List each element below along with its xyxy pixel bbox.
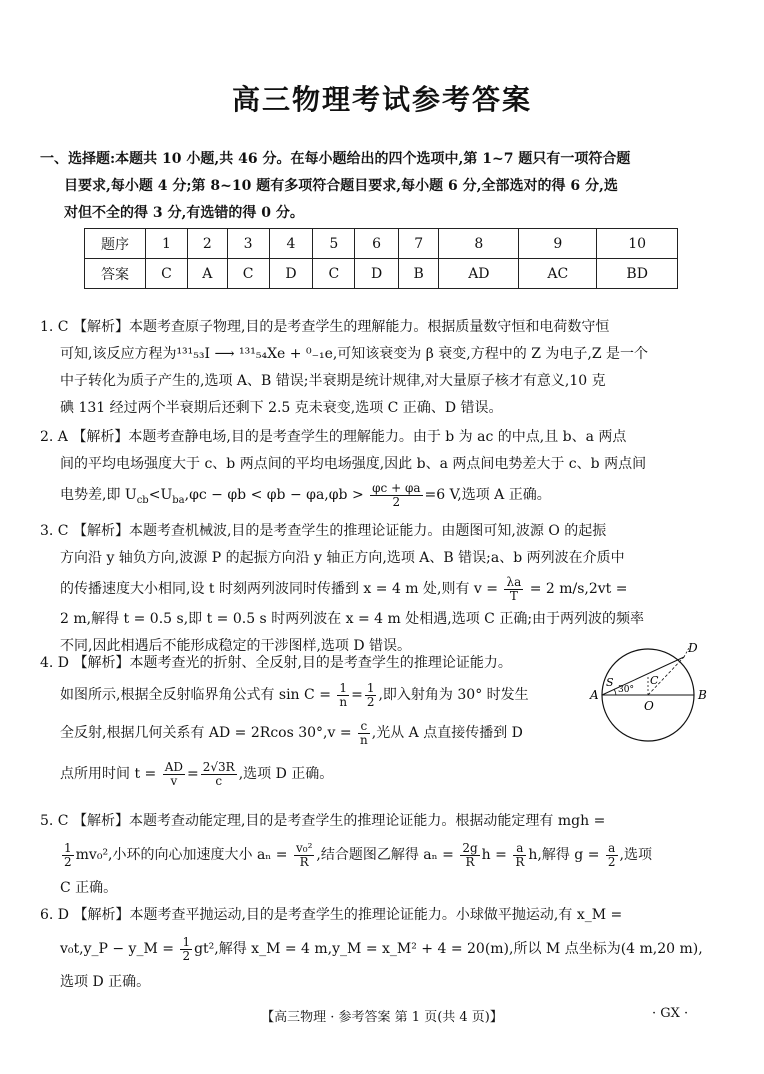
frac-num: a bbox=[513, 842, 526, 856]
label-c: C bbox=[650, 674, 659, 687]
q5-line1: 5. C 【解析】本题考查动能定理,目的是考查学生的推理论证能力。根据动能定理有 mgh = bbox=[40, 813, 606, 829]
q4-fraction bbox=[163, 761, 185, 788]
q1-line3: 中子转化为质子产生的,选项 A、B 错误;半衰期是统计规律,对大量原子核才有意义,10 克 bbox=[60, 373, 606, 389]
frac-num: c bbox=[358, 720, 370, 734]
q4-line4 bbox=[40, 753, 600, 795]
page-footer: 【高三物理 · 参考答案 第 1 页(共 4 页)】 bbox=[261, 1010, 503, 1025]
frac-den: n bbox=[360, 732, 368, 747]
label-angle: 30° bbox=[618, 685, 634, 695]
q2-text: =6 V,选项 A 正确。 bbox=[424, 487, 551, 503]
frac-den: R bbox=[465, 854, 475, 869]
table-cell: 3 bbox=[227, 229, 269, 259]
frac-den: 2 bbox=[607, 854, 616, 869]
answer-table bbox=[84, 228, 678, 289]
table-cell: 5 bbox=[313, 229, 355, 259]
table-cell: C bbox=[313, 259, 355, 289]
label-a: A bbox=[590, 688, 599, 702]
frac-den: 2 bbox=[392, 494, 401, 509]
q4-text: = bbox=[351, 687, 363, 703]
table-cell: D bbox=[355, 259, 399, 289]
q5-line3: C 正确。 bbox=[60, 880, 118, 896]
q4-text: = bbox=[187, 766, 199, 782]
q5-text: ,结合题图乙解得 aₙ = bbox=[316, 847, 454, 863]
table-header-cell: 题序 bbox=[85, 229, 146, 259]
q5-fraction bbox=[606, 842, 618, 869]
table-cell: 8 bbox=[439, 229, 519, 259]
q3-line3 bbox=[40, 572, 730, 606]
frac-num: 2√3R bbox=[202, 759, 235, 774]
q3-line4: 2 m,解得 t = 0.5 s,即 t = 0.5 s 时两列波在 x = 4 m 处相遇,选项 C 正确;由于两列波的频率 bbox=[60, 611, 645, 627]
q1-line2: 可知,该反应方程为¹³¹₅₃I ⟶ ¹³¹₅₄Xe + ⁰₋₁e,可知该衰变为 β 衰变,方程中的 Z 为电子,Z 是一个 bbox=[60, 346, 649, 362]
q2-text: 电势差,即 U bbox=[60, 487, 137, 503]
section1-line1: 一、选择题:本题共 10 小题,共 46 分。在每小题给出的四个选项中,第 1~7 题只有一项符合题 bbox=[40, 151, 631, 167]
table-row-numbers bbox=[85, 229, 678, 259]
q3-fraction bbox=[504, 576, 523, 603]
frac-den: c bbox=[215, 773, 223, 788]
q5-fraction bbox=[513, 842, 526, 869]
section1-line2: 目要求,每小题 4 分;第 8~10 题有多项符合题目要求,每小题 6 分,全部选对的得 6 分,选 bbox=[64, 178, 618, 194]
frac-den: v bbox=[170, 773, 178, 788]
frac-den: 2 bbox=[366, 694, 375, 709]
q4-line2 bbox=[40, 677, 600, 713]
frac-den: n bbox=[339, 694, 348, 709]
q1-line4: 碘 131 经过两个半衰期后还剩下 2.5 克未衰变,选项 C 正确、D 错误。 bbox=[60, 400, 503, 416]
frac-num: λa bbox=[506, 574, 522, 589]
frac-den: R bbox=[515, 854, 525, 869]
frac-num: φc + φa bbox=[372, 480, 421, 495]
section1-intro bbox=[40, 146, 730, 227]
table-cell: 7 bbox=[399, 229, 439, 259]
label-o: O bbox=[644, 699, 654, 713]
q4-fraction bbox=[365, 682, 377, 709]
q4-text: ,即入射角为 30° 时发生 bbox=[378, 687, 529, 703]
table-header-cell: 答案 bbox=[85, 259, 146, 289]
q5-line2 bbox=[40, 835, 730, 875]
frac-num: 2g bbox=[462, 840, 478, 855]
question-1 bbox=[40, 314, 730, 422]
page-title: 高三物理考试参考答案 bbox=[231, 83, 532, 116]
q4-text: 点所用时间 t = bbox=[60, 766, 157, 782]
q3-text: 的传播速度大小相同,设 t 时刻两列波同时传播到 x = 4 m 处,则有 v = bbox=[60, 581, 499, 597]
q4-text: 全反射,根据几何关系有 AD = 2Rcos 30°,v = bbox=[60, 725, 352, 741]
label-s: S bbox=[606, 676, 614, 689]
optics-circle-diagram bbox=[586, 640, 716, 750]
q5-text: mv₀²,小环的向心加速度大小 aₙ = bbox=[75, 847, 288, 863]
table-cell: C bbox=[227, 259, 269, 289]
q5-fraction bbox=[460, 842, 479, 869]
table-cell: A bbox=[187, 259, 227, 289]
frac-num: AD bbox=[164, 759, 184, 774]
table-cell: AC bbox=[519, 259, 597, 289]
frac-den: T bbox=[509, 588, 518, 603]
question-6 bbox=[40, 902, 730, 996]
label-d: D bbox=[688, 641, 698, 655]
question-3 bbox=[40, 518, 730, 660]
footer-code: · GX · bbox=[652, 1006, 689, 1021]
q2-text: ,φc − φb < φb − φa,φb > bbox=[184, 487, 364, 503]
q5-fraction bbox=[62, 842, 74, 869]
table-cell: BD bbox=[597, 259, 678, 289]
q6-text: gt²,解得 x_M = 4 m,y_M = x_M² + 4 = 20(m),所以 M 点坐标为(4 m,20 m), bbox=[194, 941, 703, 957]
q6-line1: 6. D 【解析】本题考查平抛运动,目的是考查学生的推理论证能力。小球做平抛运动,有 x_M = bbox=[40, 907, 623, 923]
q5-text: ,选项 bbox=[619, 847, 652, 863]
frac-den: 2 bbox=[182, 948, 191, 963]
q4-line1: 4. D 【解析】本题考查光的折射、全反射,目的是考查学生的推理论证能力。 bbox=[40, 655, 512, 671]
q4-line3 bbox=[40, 713, 600, 753]
frac-num: 1 bbox=[64, 840, 72, 855]
table-cell: 1 bbox=[146, 229, 188, 259]
table-cell: B bbox=[399, 259, 439, 289]
q2-sub: ba bbox=[172, 494, 185, 506]
q5-text: h,解得 g = bbox=[528, 847, 600, 863]
q4-text: ,选项 D 正确。 bbox=[238, 766, 334, 782]
table-cell: D bbox=[269, 259, 313, 289]
q3-line1: 3. C 【解析】本题考查机械波,目的是考查学生的推理论证能力。由题图可知,波源 O 的起振 bbox=[40, 523, 607, 539]
q3-line5: 不同,因此相遇后不能形成稳定的干涉图样,选项 D 错误。 bbox=[60, 638, 412, 654]
q1-line1: 1. C 【解析】本题考查原子物理,目的是考查学生的理解能力。根据质量数守恒和电荷数守恒 bbox=[40, 319, 610, 335]
frac-num: 1 bbox=[337, 682, 349, 696]
q2-line2: 间的平均电场强度大于 c、b 两点间的平均电场强度,因此 b、a 两点间电势差大于 c、b 两点间 bbox=[60, 456, 647, 472]
label-b: B bbox=[698, 688, 707, 702]
frac-num: 1 bbox=[366, 680, 375, 695]
q4-text: 如图所示,根据全反射临界角公式有 sin C = bbox=[60, 687, 331, 703]
q5-text: h = bbox=[481, 847, 507, 863]
section1-line3: 对但不全的得 3 分,有选错的得 0 分。 bbox=[64, 205, 304, 221]
frac-den: R bbox=[299, 854, 309, 869]
table-cell: 10 bbox=[597, 229, 678, 259]
table-cell: C bbox=[146, 259, 188, 289]
q5-fraction bbox=[294, 842, 314, 869]
q6-text: v₀t,y_P − y_M = bbox=[60, 941, 174, 957]
question-2 bbox=[40, 424, 730, 518]
q3-text: = 2 m/s,2vt = bbox=[529, 581, 628, 597]
frac-den: 2 bbox=[64, 854, 72, 869]
q2-sub: cb bbox=[136, 494, 149, 506]
question-5 bbox=[40, 808, 730, 902]
q4-text: ,光从 A 点直接传播到 D bbox=[371, 725, 523, 741]
q4-fraction bbox=[358, 720, 370, 747]
q2-text: <U bbox=[148, 487, 173, 503]
q4-fraction bbox=[201, 761, 237, 788]
q6-line3: 选项 D 正确。 bbox=[60, 974, 151, 990]
table-row-answers bbox=[85, 259, 678, 289]
q4-fraction bbox=[337, 682, 349, 709]
table-cell: 4 bbox=[269, 229, 313, 259]
table-cell: AD bbox=[439, 259, 519, 289]
q2-line3 bbox=[40, 478, 730, 518]
frac-num: a bbox=[606, 842, 618, 856]
question-4 bbox=[40, 650, 600, 795]
q2-fraction bbox=[370, 482, 422, 509]
q3-line2: 方向沿 y 轴负方向,波源 P 的起振方向沿 y 轴正方向,选项 A、B 错误;a、b 两列波在介质中 bbox=[60, 550, 625, 566]
table-cell: 9 bbox=[519, 229, 597, 259]
table-cell: 2 bbox=[187, 229, 227, 259]
q6-line2 bbox=[40, 929, 730, 969]
table-cell: 6 bbox=[355, 229, 399, 259]
q6-fraction bbox=[180, 936, 192, 963]
frac-num: 1 bbox=[182, 934, 191, 949]
q2-line1: 2. A 【解析】本题考查静电场,目的是考查学生的理解能力。由于 b 为 ac 的中点,且 b、a 两点 bbox=[40, 429, 627, 445]
angle-arc bbox=[614, 689, 616, 695]
frac-num: v₀² bbox=[296, 840, 313, 855]
